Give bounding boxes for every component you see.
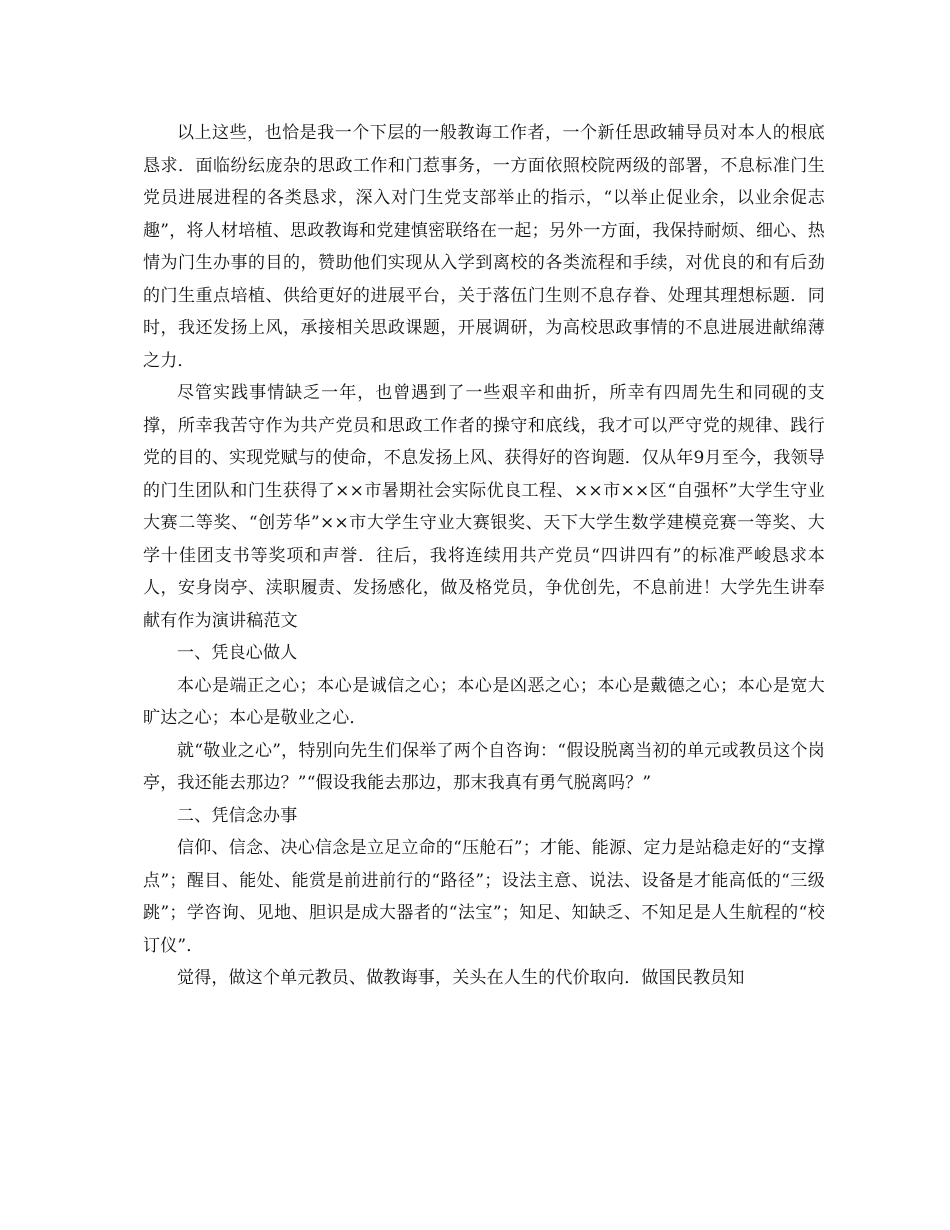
paragraph-1: 以上这些，也恰是我一个下层的一般教诲工作者，一个新任思政辅导员对本人的根底恳求．面临纷纭庞杂的思政工作和门惹事务，一方面依照校院两级的部署，不息标准门生党员进展进程的各类恳求，深入对门生党支部举止的指示，“以举止促业余，以业余促志趣”，将人材培植、思政教诲和党建慎密联络在一起；另外一方面，我保持耐烦、细心、热情为门生办事的目的，赞助他们实现从入学到离校的各类流程和手续，对优良的和有后劲的门生重点培植、供给更好的进展平台，关于落伍门生则不息存眷、处理其理想标题．同时，我还发扬上风，承接相关思政课题，开展调研，为高校思政事情的不息进展进献绵薄之力． [143,123,825,371]
section-heading-1: 一、凭良心做人 [177,643,298,663]
paragraph-5: 信仰、信念、决心信念是立足立命的“压舱石”；才能、能源、定力是站稳走好的“支撑点”；醒目、能处、能赏是前进前行的“路径”；设法主意、说法、设备是才能高低的“三级跳”；学咨询、见地、胆识是成大器者的“法宝”；知足、知缺乏、不知足是人生航程的“校订仪”． [143,838,825,956]
paragraph-3: 本心是端正之心；本心是诚信之心；本心是凶恶之心；本心是戴德之心；本心是宽大旷达之心；本心是敬业之心． [143,675,825,728]
document-page [143,117,825,995]
paragraph-4: 就“敬业之心”，特别向先生们保举了两个自咨询：“假设脱离当初的单元或教员这个岗亭，我还能去那边？”“假设我能去那边，那末我真有勇气脱离吗？” [143,740,825,793]
paragraph-6: 觉得，做这个单元教员、做教诲事，关头在人生的代价取向．做国民教员知 [177,968,745,988]
paragraph-2: 尽管实践事情缺乏一年，也曾遇到了一些艰辛和曲折，所幸有四周先生和同砚的支撑，所幸我苦守作为共产党员和思政工作者的操守和底线，我才可以严守党的规律、践行党的目的、实现党赋与的使命，不息发扬上风、获得好的咨询题．仅从年9月至今，我领导的门生团队和门生获得了××市暑期社会实际优良工程、××市××区“自强杯”大学生守业大赛二等奖、“创芳华”××市大学生守业大赛银奖、天下大学生数学建模竞赛一等奖、大学十佳团支书等奖项和声誉．往后，我将连续用共产党员“四讲四有”的标准严峻恳求本人，安身岗亭、渎职履责、发扬感化，做及格党员，争优创先，不息前进！大学先生讲奉献有作为演讲稿范文 [143,383,825,631]
section-heading-2: 二、凭信念办事 [177,805,298,826]
